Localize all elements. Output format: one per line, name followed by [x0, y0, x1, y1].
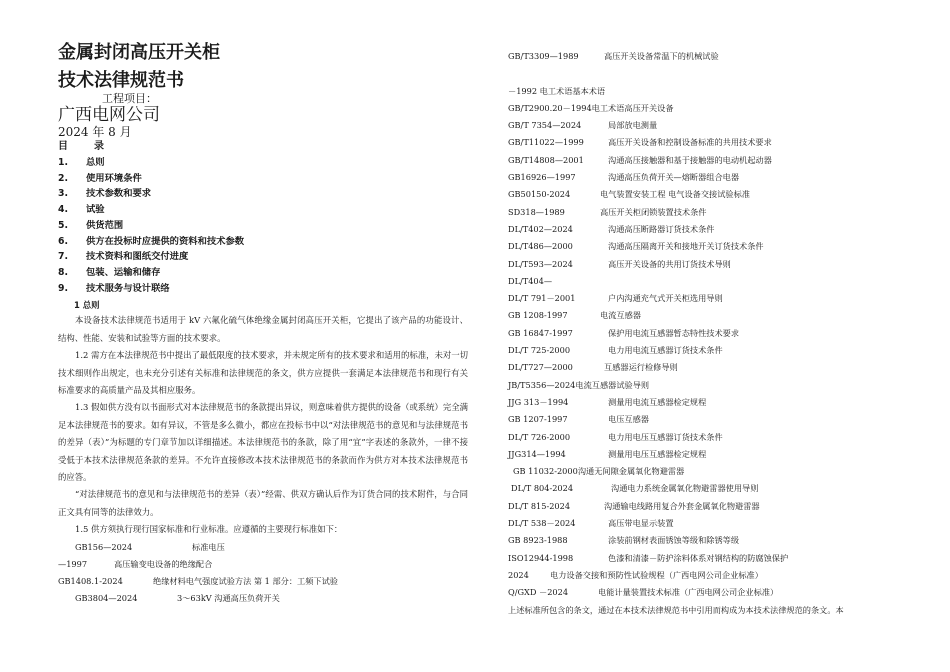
toc-title-char-a: 目	[58, 141, 68, 152]
project-label: 工程项目：	[102, 92, 157, 105]
standard-entry: GB 11032-2000沟通无间隙金属氧化物避雷器	[513, 466, 685, 477]
company-name: 广西电网公司	[58, 105, 160, 125]
paragraph: 1.3 假如供方没有以书面形式对本法律规范书的条款提出异议，则意味着供方提供的设备（或系统）完全满足本法律规范书的要求。如有异议，不管是多么微小，都应在投标书中以“对法律规范书的意见和与法律规范书的差异（表）”为标题的专门章节加以详细描述。本法律规范书的条款，除了用“宜”字表述的条款外，一律不接受低于本技术法律规范条款的差异。不允许直接修改本技术法律规范书的条款而作为供方对本技术法律规范书的应答。	[58, 402, 468, 482]
standard-entry: Q/GXD －2024 电能计量装置技术标准（广西电网公司企业标准）	[508, 587, 779, 598]
standard-entry: GB 8923-1988 涂装前钢材表面锈蚀等级和除锈等级	[508, 535, 740, 546]
standard-entry: GB/T11022—1999 高压开关设备和控制设备标准的共用技术要求	[508, 137, 772, 148]
standard-entry: GB 1207-1997 电压互感器	[508, 414, 649, 425]
paragraph: 本设备技术法律规范书适用于 kV 六氟化硫气体绝缘金属封闭高压开关柜，它提出了该产品的功能设计、结构、性能、安装和试验等方面的技术要求。	[58, 315, 468, 343]
standard-entry: GB 1208-1997 电流互感器	[508, 310, 641, 321]
standard-entry: DL/T 538－2024 高压带电显示装置	[508, 518, 674, 529]
toc-item[interactable]: 8. 包装、运输和储存	[58, 266, 161, 278]
standard-entry: ISO12944-1998 色漆和清漆－防护涂料体系对钢结构的防腐蚀保护	[508, 552, 789, 563]
standard-entry: JJG314—1994 测量用电压互感器检定规程	[508, 448, 707, 459]
standard-entry: －1992 电工术语基本术语	[508, 85, 606, 96]
standard-entry: GB50150-2024 电气装置安装工程 电气设备交接试验标准	[508, 189, 750, 200]
standard-entry: —1997 高压输变电设备的绝缘配合	[58, 558, 213, 569]
standard-entry: GB3804—2024 3～63kV 沟通高压负荷开关	[75, 593, 280, 604]
standard-entry: GB/T3309—1989 高压开关设备常温下的机械试验	[508, 51, 719, 61]
standard-entry: DL/T 804-2024 沟通电力系统金属氧化物避雷器使用导则	[511, 483, 759, 494]
standard-entry: SD318—1989 高压开关柜闭锁装置技术条件	[508, 206, 707, 217]
toc-item[interactable]: 9. 技术服务与设计联络	[58, 282, 170, 294]
toc-item[interactable]: 4. 试验	[58, 204, 105, 216]
toc-item[interactable]: 6. 供方在投标时应提供的资料和技术参数	[58, 235, 245, 247]
standard-entry: DL/T486—2000 沟通高压隔离开关和接地开关订货技术条件	[508, 241, 764, 252]
standard-entry: GB/T14808—2001 沟通高压接触器和基于接触器的电动机起动器	[508, 154, 772, 165]
standard-entry: DL/T 726-2000 电力用电压互感器订货技术条件	[508, 431, 723, 442]
standard-entry: DL/T404—	[508, 275, 553, 286]
document-title-line2: 技术法律规范书	[58, 70, 184, 91]
standard-entry: DL/T593—2024 高压开关设备的共用订货技术导则	[508, 258, 731, 269]
toc-item[interactable]: 1. 总则	[58, 157, 105, 168]
paragraph: “对法律规范书的意见和与法律规范书的差异（表）”经需、供双方确认后作为订货合同的技术附件，与合同正文具有同等的法律效力。	[58, 489, 468, 517]
standards-list-left	[58, 539, 468, 608]
standard-entry: GB16926—1997 沟通高压负荷开关—熔断器组合电器	[508, 172, 740, 183]
document-date: 2024 年 8 月	[58, 125, 132, 139]
standard-entry: JB/T5356—2024电流互感器试验导则	[508, 379, 650, 390]
standard-entry: DL/T402—2024 沟通高压断路器订货技术条件	[508, 223, 715, 234]
standard-entry: DL/T 725-2000 电力用电流互感器订货技术条件	[508, 345, 723, 356]
standard-entry: DL/T727—2000 互感器运行检修导则	[508, 362, 678, 373]
toc-item[interactable]: 3. 技术参数和要求	[58, 188, 152, 200]
standard-entry: 2024 电力设备交接和预防性试验规程（广西电网公司企业标准）	[508, 569, 763, 580]
standard-entry	[508, 65, 908, 82]
standard-entry: DL/T 815-2024 沟通输电线路用复合外套金属氧化物避雷器	[508, 500, 760, 511]
standard-entry: GB 16847-1997 保护用电流互感器暂态特性技术要求	[508, 327, 740, 338]
standard-entry: GB/T 7354—2024 局部放电测量	[508, 120, 658, 131]
right-column	[508, 48, 908, 619]
table-of-contents	[58, 155, 468, 296]
standard-entry: JJG 313－1994 测量用电流互感器检定规程	[508, 396, 707, 407]
closing-paragraph: 上述标准所包含的条文，通过在本技术法律规范书中引用而构成为本技术法律规范的条文。本	[508, 604, 844, 615]
standard-entry: GB1408.1-2024 绝缘材料电气强度试验方法 第 1 部分：工频下试验	[58, 576, 338, 587]
standard-entry: DL/T 791－2001 户内沟通充气式开关柜选用导则	[508, 293, 723, 304]
standard-entry: GB156—2024 标准电压	[75, 541, 225, 552]
paragraph: 1.5 供方须执行现行国家标准和行业标准。应遵循的主要现行标准如下：	[75, 524, 343, 535]
document-title-line1: 金属封闭高压开关柜	[58, 42, 220, 63]
toc-title-char-b: 录	[94, 141, 104, 152]
toc-item[interactable]: 5. 供货范围	[58, 219, 124, 231]
section-1-heading: 1 总则	[74, 300, 100, 311]
standards-list-right	[508, 48, 908, 602]
toc-item[interactable]: 2. 使用环境条件	[58, 172, 142, 184]
toc-item[interactable]: 7. 技术资料和图纸交付进度	[58, 251, 189, 263]
toc-title	[58, 140, 468, 154]
left-column	[58, 42, 468, 607]
paragraph: 1.2 需方在本法律规范书中提出了最低限度的技术要求，并未规定所有的技术要求和适用的标准，未对一切技术细则作出规定，也未充分引述有关标准和法律规范的条文，供方应提供一套满足本法律规范书和现行有关标准要求的高质量产品及其相应服务。	[58, 350, 468, 395]
standard-entry: GB/T2900.20－1994电工术语高压开关设备	[508, 102, 674, 113]
